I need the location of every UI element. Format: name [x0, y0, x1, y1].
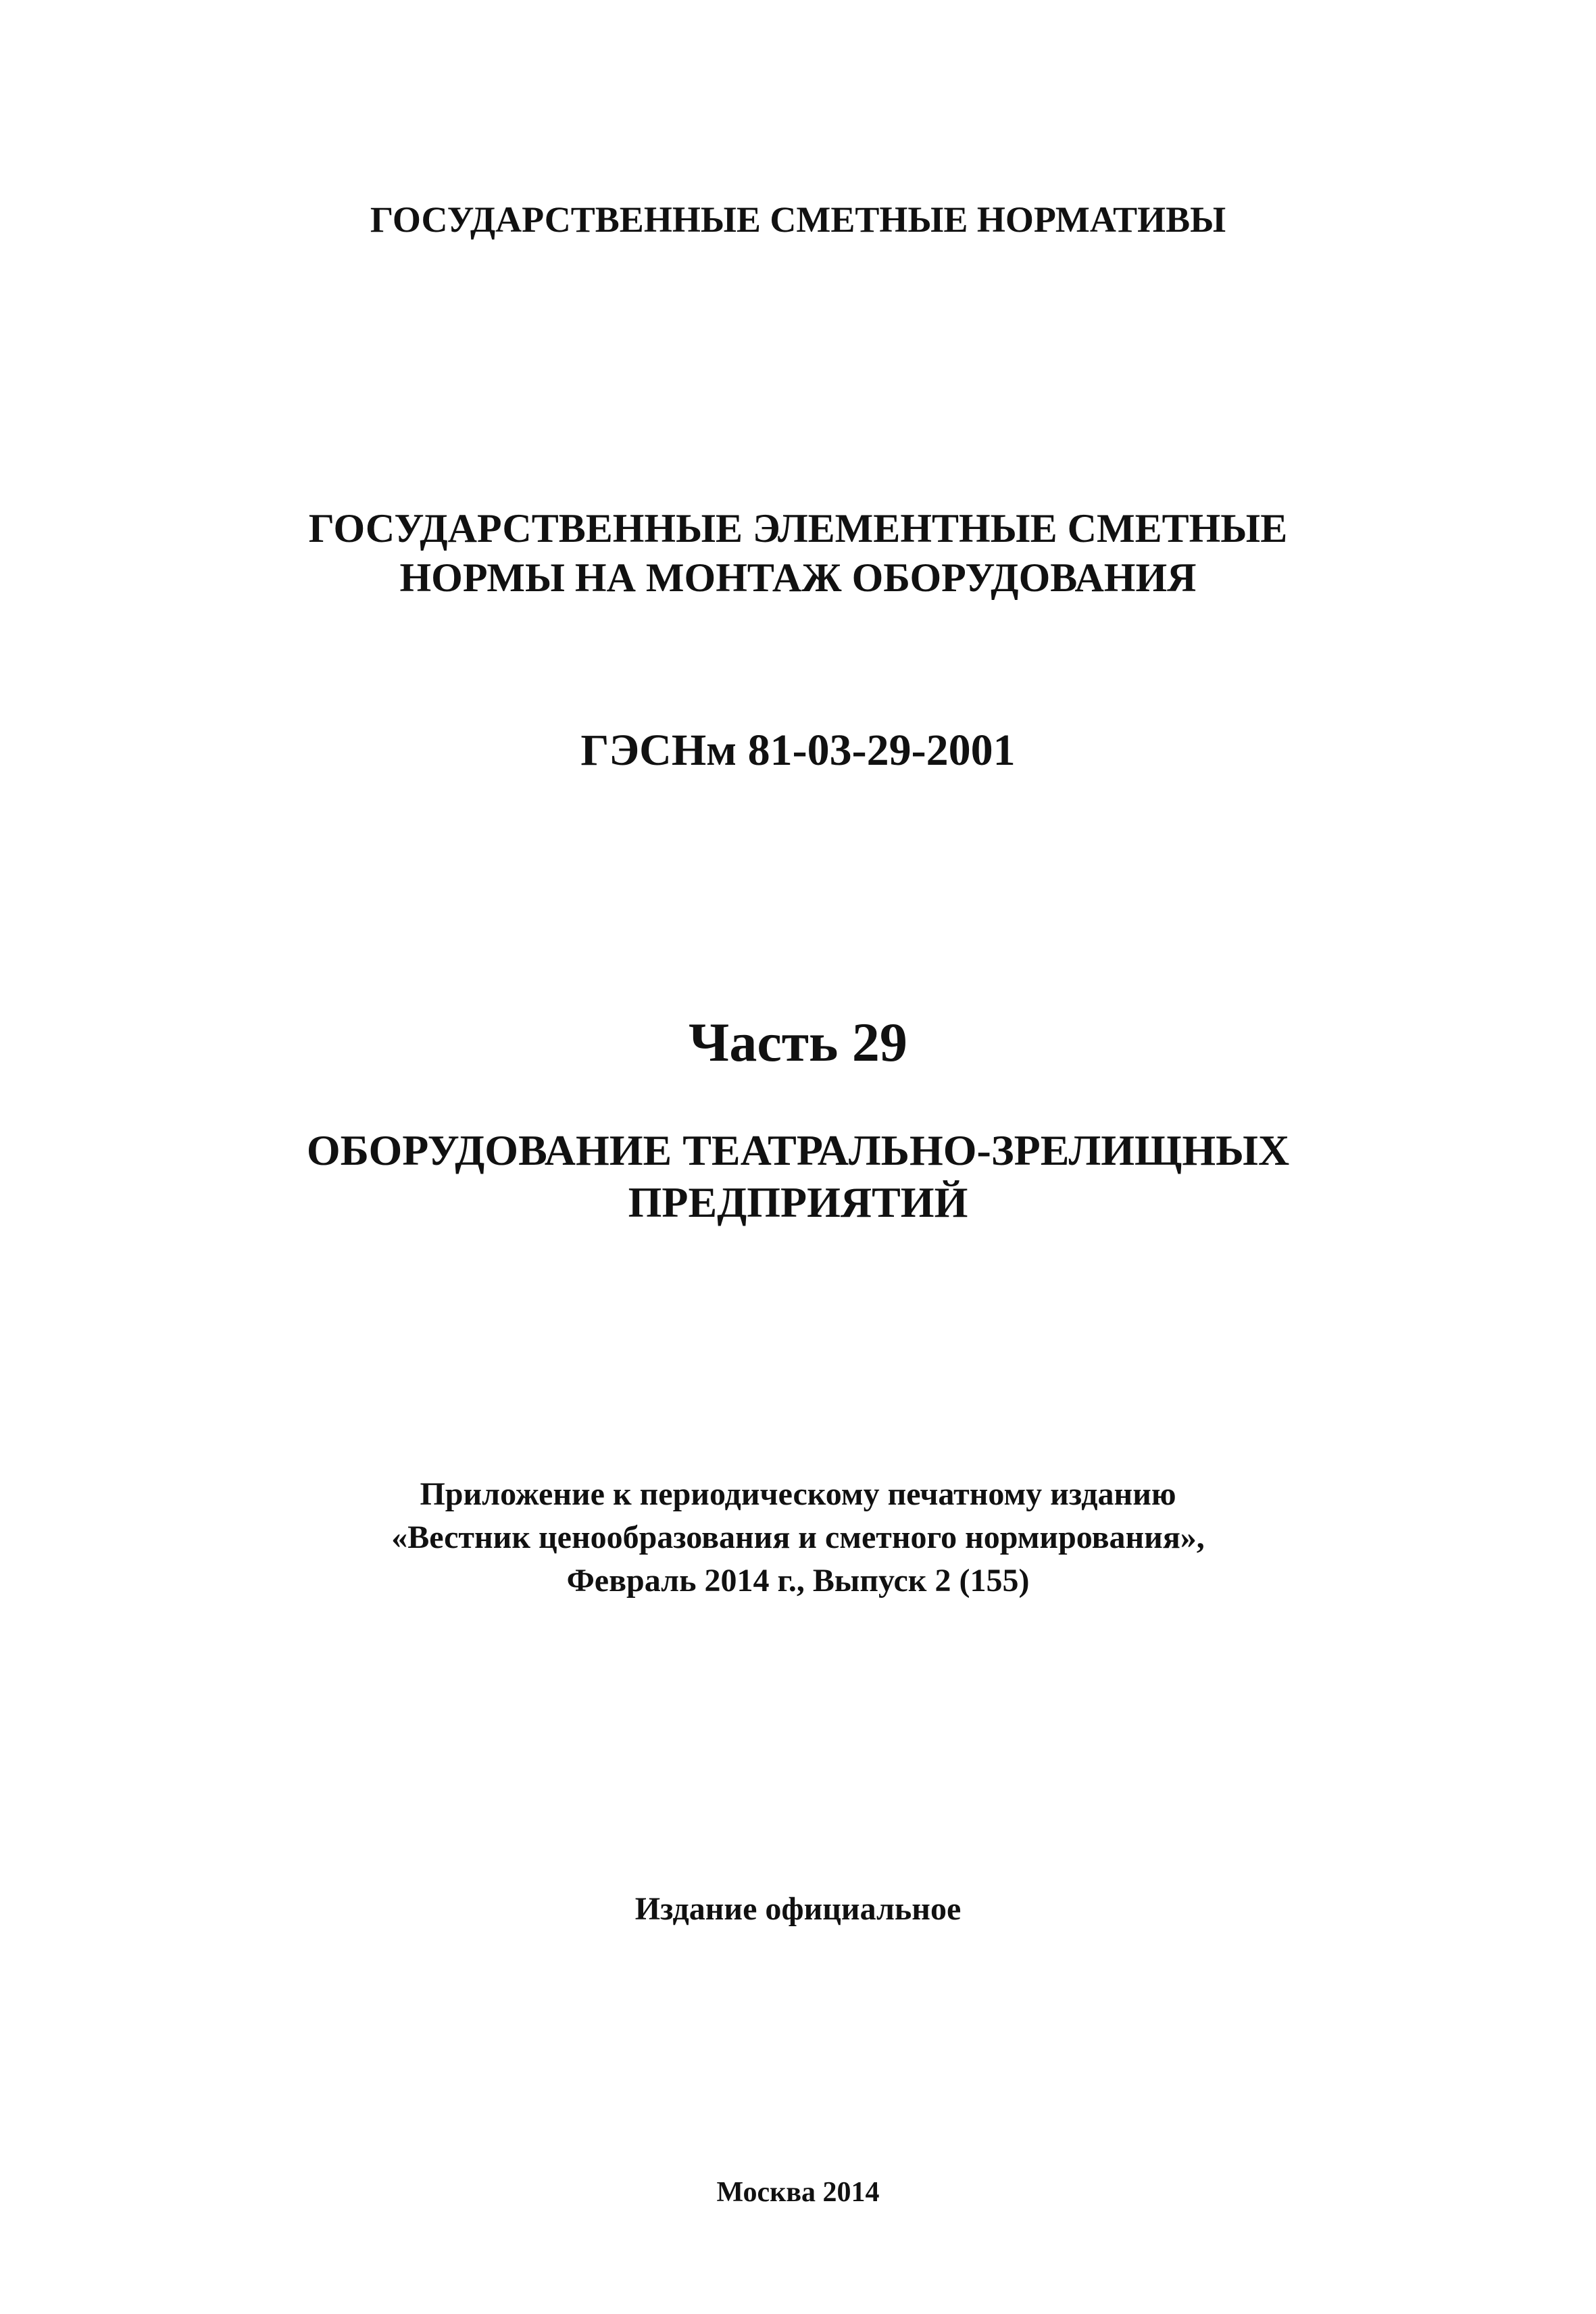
supplement-line-1: Приложение к периодическому печатному изданию: [420, 1476, 1176, 1512]
part-title-line-1: ОБОРУДОВАНИЕ ТЕАТРАЛЬНО-ЗРЕЛИЩНЫХ: [306, 1126, 1290, 1174]
supplement-line-2: «Вестник ценообразования и сметного нормирования»,: [391, 1519, 1205, 1555]
series-title: ГОСУДАРСТВЕННЫЕ СМЕТНЫЕ НОРМАТИВЫ: [370, 199, 1226, 240]
place-year: Москва 2014: [716, 2177, 880, 2208]
main-title-line-1: ГОСУДАРСТВЕННЫЕ ЭЛЕМЕНТНЫЕ СМЕТНЫЕ: [308, 506, 1288, 551]
part-title-line-2: ПРЕДПРИЯТИЙ: [628, 1178, 968, 1226]
part-number: Часть 29: [689, 1011, 907, 1073]
document-code: ГЭСНм 81-03-29-2001: [580, 726, 1016, 775]
supplement-line-3: Февраль 2014 г., Выпуск 2 (155): [566, 1563, 1030, 1599]
main-title-line-2: НОРМЫ НА МОНТАЖ ОБОРУДОВАНИЯ: [399, 555, 1197, 600]
edition-label: Издание официальное: [634, 1891, 962, 1927]
